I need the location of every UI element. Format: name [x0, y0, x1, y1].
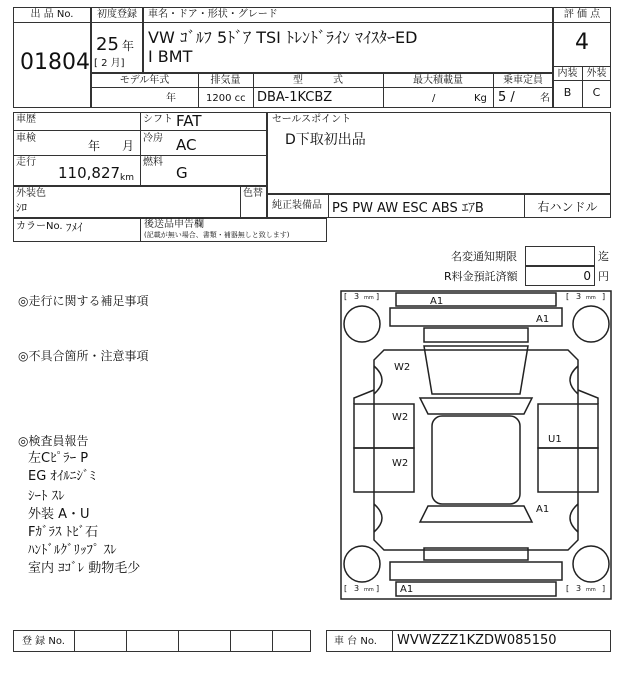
grade-divider	[553, 22, 611, 23]
windshield	[420, 398, 532, 414]
post-items-note: (記載が無い場合、書類・補器無しと致します)	[144, 231, 290, 239]
car-name-line1: VW ｺﾞﾙﾌ 5ﾄﾞｱ TSI ﾄﾚﾝﾄﾞﾗｲﾝ ﾏｲｽﾀｰED	[148, 28, 418, 47]
color-box	[13, 186, 267, 218]
damage-mark: W2	[392, 458, 409, 469]
max-load-unit: Kg	[474, 93, 487, 104]
defects-label: ◎不具合箇所・注意事項	[18, 349, 149, 363]
tire-tag: mm	[586, 295, 596, 301]
tire-tag: 3	[576, 292, 582, 301]
registration-year: 25	[96, 34, 119, 55]
recycle-label: R料金預託済額	[444, 270, 518, 283]
mirror-left	[354, 390, 374, 404]
inspector-line: 左Cﾋﾟﾗｰ P	[28, 451, 89, 466]
history-label: 車歴	[16, 114, 36, 125]
registration-month: [ 2 月]	[94, 58, 125, 69]
mileage-value: 110,827	[58, 164, 121, 182]
arch-rear-right	[570, 504, 578, 532]
inspector-line: 外装 A・U	[28, 507, 90, 522]
arch-front-left	[374, 366, 382, 394]
chassis-number: WVWZZZ1KZDW085150	[397, 633, 557, 648]
capacity-label: 乗車定員	[503, 75, 543, 86]
model-year-label: モデル年式	[119, 75, 170, 86]
shift-value: FAT	[176, 112, 202, 130]
tire-rear-right	[573, 546, 609, 582]
chassis-number-label: 車 台 No.	[334, 636, 377, 647]
roof	[432, 416, 520, 504]
sales-point-value: D下取初出品	[285, 132, 366, 148]
mileage-label: 走行	[16, 157, 36, 168]
damage-mark: A1	[536, 314, 550, 325]
tire-tag: 3	[576, 584, 582, 593]
inspector-line: ﾊﾝﾄﾞﾙｸﾞﾘｯﾌﾟ ｽﾚ	[28, 543, 117, 558]
rear-bumper	[396, 582, 556, 596]
tire-tag: 3	[354, 584, 360, 593]
exterior-grade: C	[592, 86, 601, 99]
displacement-label: 排気量	[210, 75, 241, 86]
name-change-field	[525, 246, 595, 266]
recycle-value: 0	[583, 269, 591, 283]
registration-cell	[178, 630, 179, 652]
front-bumper	[396, 293, 556, 306]
sales-point-label: セールスポイント	[272, 114, 352, 125]
lot-number-label: 出 品 No.	[30, 9, 74, 20]
car-body	[374, 350, 578, 550]
registration-number-label: 登 録 No.	[22, 636, 65, 647]
tire-tag: [	[566, 584, 570, 593]
car-name-divider	[143, 22, 553, 23]
max-load-value: /	[432, 93, 436, 104]
rear-window	[420, 506, 532, 522]
equipment-value: PS PW AW ESC ABS ｴｱB	[332, 201, 484, 216]
interior-label: 内装	[557, 68, 578, 79]
registration-cell	[272, 630, 273, 652]
tire-tag: 3	[354, 292, 360, 301]
grade-score: 4	[575, 30, 589, 55]
color-no-vdiv	[140, 218, 141, 242]
tire-front-left	[344, 306, 380, 342]
front-grille	[424, 328, 528, 342]
equipment-label: 純正装備品	[272, 200, 322, 211]
type-label: 型 式	[293, 75, 343, 86]
inspector-line: 室内 ﾖｺﾞﾚ 動物毛少	[28, 561, 141, 576]
registration-cell	[74, 630, 75, 652]
max-load-label: 最大積載量	[413, 75, 463, 86]
inspector-line: Fｶﾞﾗｽ ﾄﾋﾞ石	[28, 525, 99, 540]
damage-mark: A1	[430, 296, 444, 307]
mirror-right	[578, 390, 598, 404]
tire-tag: [	[344, 292, 348, 301]
ac-value: AC	[176, 136, 197, 154]
tire-tag: ]	[602, 584, 606, 593]
door-front-left	[354, 404, 414, 448]
name-change-label: 名変通知期限	[451, 250, 517, 263]
registration-year-unit: 年	[122, 39, 135, 53]
steering-value: 右ハンドル	[537, 200, 598, 214]
registration-cell	[230, 630, 231, 652]
detail-vdiv	[140, 112, 141, 186]
color-no-value: ﾌﾒｲ	[66, 221, 83, 234]
tire-tag: ]	[376, 292, 380, 301]
interior-grade: B	[563, 86, 572, 99]
exterior-label: 外装	[586, 68, 607, 79]
tire-tag: mm	[364, 295, 374, 301]
registration-cell	[126, 630, 127, 652]
tire-tag: ]	[376, 584, 380, 593]
damage-mark: W2	[392, 412, 409, 423]
repaint-label: 色替	[243, 188, 263, 199]
car-damage-diagram	[340, 290, 612, 600]
inspector-line: ｼｰﾄ ｽﾚ	[28, 489, 65, 504]
car-name-label: 車名・ドア・形状・グレード	[148, 9, 278, 20]
tire-tag: mm	[586, 587, 596, 593]
door-front-right	[538, 404, 598, 448]
inspection-month: 月	[122, 139, 135, 153]
recycle-unit: 円	[598, 270, 609, 283]
inspection-label: 車検	[16, 133, 36, 144]
hood	[424, 346, 528, 394]
ac-label: 冷房	[143, 133, 163, 144]
arch-front-right	[570, 366, 578, 394]
damage-mark: A1	[536, 504, 550, 515]
color-label: 外装色	[16, 188, 46, 199]
first-registration-divider	[91, 22, 143, 23]
damage-mark: U1	[548, 434, 562, 445]
equipment-vdiv-1	[328, 194, 329, 218]
model-year-unit: 年	[166, 93, 176, 104]
inspector-report-label: ◎検査員報告	[18, 434, 89, 448]
fuel-value: G	[176, 164, 188, 182]
tire-tag: mm	[364, 587, 374, 593]
name-change-unit: 迄	[598, 250, 609, 263]
chassis-vdiv	[392, 630, 393, 652]
fuel-label: 燃料	[143, 157, 163, 168]
tire-tag: [	[566, 292, 570, 301]
tire-tag: ]	[602, 292, 606, 301]
shift-label: シフト	[143, 114, 173, 125]
color-no-label: カラーNo.	[16, 221, 63, 232]
tire-tag: [	[344, 584, 348, 593]
post-items-label: 後送品申告欄	[144, 219, 204, 230]
diagram-frame	[341, 291, 611, 599]
color-vdiv	[240, 186, 241, 218]
capacity-unit: 名	[540, 93, 550, 104]
first-registration-label: 初度登録	[97, 9, 137, 20]
mileage-unit: km	[120, 173, 134, 183]
grade-label: 評 価 点	[563, 9, 601, 20]
lot-number-divider	[13, 22, 91, 23]
inspection-year: 年	[88, 139, 101, 153]
driving-remarks-label: ◎走行に関する補足事項	[18, 294, 149, 308]
spec-row-divider	[91, 87, 553, 88]
arch-rear-left	[374, 504, 382, 532]
door-rear-left	[354, 448, 414, 492]
grade-sub-divider2	[553, 80, 611, 81]
damage-mark: A1	[400, 584, 414, 595]
lot-number: 01804	[20, 50, 90, 75]
tire-front-right	[573, 306, 609, 342]
damage-mark: W2	[394, 362, 411, 373]
rear-panel	[390, 562, 562, 580]
displacement-value: 1200 cc	[206, 93, 246, 104]
tire-rear-left	[344, 546, 380, 582]
door-rear-right	[538, 448, 598, 492]
car-name-line2: I BMT	[148, 47, 193, 66]
inspector-line: EG ｵｲﾙﾆｼﾞﾐ	[28, 469, 96, 484]
capacity-value: 5 /	[498, 90, 515, 105]
type-value: DBA-1KCBZ	[257, 90, 333, 105]
color-value: ｼﾛ	[16, 201, 27, 214]
